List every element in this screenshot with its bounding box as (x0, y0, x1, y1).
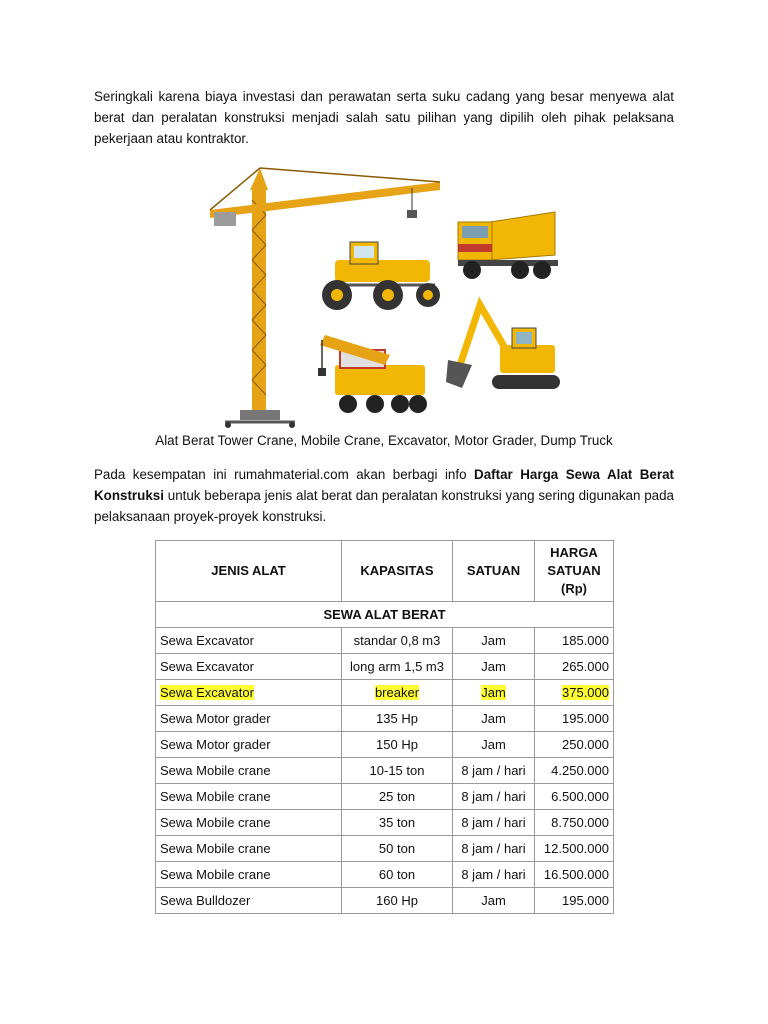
info-bold-title: Daftar Harga Sewa Alat Berat Konstruksi (94, 467, 674, 503)
table-row (156, 758, 614, 784)
cell-harga: 265.000 (535, 654, 614, 680)
image-caption: Alat Berat Tower Crane, Mobile Crane, Excavator, Motor Grader, Dump Truck (155, 433, 613, 448)
mobile-crane-icon (318, 335, 427, 413)
cell-jenis: Sewa Bulldozer (156, 888, 342, 914)
header-harga-satuan: HARGA SATUAN (Rp) (535, 541, 614, 602)
cell-kapasitas: 25 ton (342, 784, 453, 810)
cell-kapasitas: 35 ton (342, 810, 453, 836)
cell-kapasitas: 60 ton (342, 862, 453, 888)
cell-satuan: 8 jam / hari (453, 784, 535, 810)
table-row (156, 706, 614, 732)
cell-satuan: 8 jam / hari (453, 810, 535, 836)
cell-kapasitas: long arm 1,5 m3 (342, 654, 453, 680)
cell-kapasitas (342, 680, 453, 706)
cell-harga: 185.000 (535, 628, 614, 654)
cell-harga: 16.500.000 (535, 862, 614, 888)
table-row (156, 810, 614, 836)
table-row (156, 732, 614, 758)
cell-jenis: Sewa Motor grader (156, 706, 342, 732)
info-text-end: untuk beberapa jenis alat berat dan peralatan konstruksi yang sering digunakan pada pelaksanaan proyek-proyek konstruksi. (94, 488, 674, 524)
cell-kapasitas: 50 ton (342, 836, 453, 862)
cell-satuan: 8 jam / hari (453, 758, 535, 784)
highlight-marker: breaker (374, 685, 420, 700)
section-row (156, 602, 614, 628)
cell-satuan: 8 jam / hari (453, 862, 535, 888)
cell-satuan: Jam (453, 706, 535, 732)
cell-jenis: Sewa Excavator (156, 628, 342, 654)
cell-kapasitas: 150 Hp (342, 732, 453, 758)
cell-jenis: Sewa Mobile crane (156, 862, 342, 888)
cell-jenis: Sewa Mobile crane (156, 758, 342, 784)
info-text-start: Pada kesempatan ini rumahmaterial.com akan berbagi info (94, 467, 475, 482)
table-row (156, 784, 614, 810)
info-paragraph (94, 464, 674, 527)
cell-satuan: Jam (453, 654, 535, 680)
table-row (156, 862, 614, 888)
cell-jenis (156, 680, 342, 706)
dump-truck-icon (458, 212, 558, 279)
cell-satuan: Jam (453, 628, 535, 654)
table-header-row (156, 541, 614, 602)
section-title: SEWA ALAT BERAT (156, 602, 614, 628)
cell-harga: 250.000 (535, 732, 614, 758)
header-kapasitas: KAPASITAS (342, 541, 453, 602)
cell-satuan: 8 jam / hari (453, 836, 535, 862)
header-satuan: SATUAN (453, 541, 535, 602)
cell-jenis: Sewa Mobile crane (156, 836, 342, 862)
cell-kapasitas: 135 Hp (342, 706, 453, 732)
cell-kapasitas: 10-15 ton (342, 758, 453, 784)
rental-price-table (155, 540, 614, 914)
cell-harga (535, 680, 614, 706)
table-row (156, 836, 614, 862)
cell-jenis: Sewa Excavator (156, 654, 342, 680)
cell-harga: 195.000 (535, 888, 614, 914)
cell-kapasitas: 160 Hp (342, 888, 453, 914)
table-row-highlighted (156, 680, 614, 706)
cell-harga: 6.500.000 (535, 784, 614, 810)
table-row (156, 654, 614, 680)
table-row (156, 888, 614, 914)
excavator-icon (446, 305, 560, 389)
cell-harga: 195.000 (535, 706, 614, 732)
cell-jenis: Sewa Mobile crane (156, 784, 342, 810)
header-jenis-alat: JENIS ALAT (156, 541, 342, 602)
table-row (156, 628, 614, 654)
cell-harga: 4.250.000 (535, 758, 614, 784)
heavy-equipment-illustration (200, 160, 580, 430)
motor-grader-icon (322, 242, 440, 310)
cell-satuan: Jam (453, 732, 535, 758)
cell-harga: 8.750.000 (535, 810, 614, 836)
cell-satuan (453, 680, 535, 706)
intro-paragraph: Seringkali karena biaya investasi dan perawatan serta suku cadang yang besar menyewa alat berat dan peralatan konstruksi menjadi salah satu pilihan yang dipilih oleh pihak pelaksana pekerjaan atau kontraktor. (94, 89, 674, 146)
highlight-marker: Jam (481, 685, 506, 700)
highlight-marker: Sewa Excavator (160, 685, 254, 700)
cell-harga: 12.500.000 (535, 836, 614, 862)
highlight-marker: 375.000 (562, 685, 609, 700)
cell-jenis: Sewa Motor grader (156, 732, 342, 758)
cell-kapasitas: standar 0,8 m3 (342, 628, 453, 654)
cell-jenis: Sewa Mobile crane (156, 810, 342, 836)
cell-satuan: Jam (453, 888, 535, 914)
